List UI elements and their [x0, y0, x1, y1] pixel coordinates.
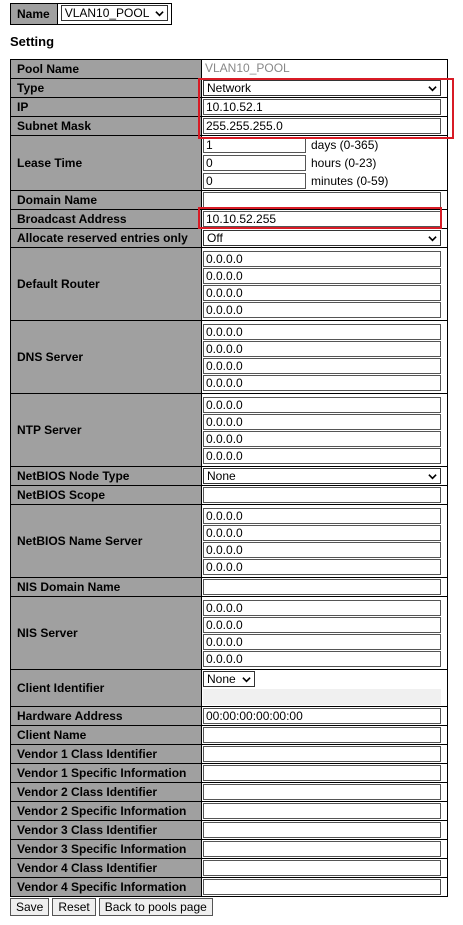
broadcast-address-input[interactable]: 10.10.52.255	[203, 211, 441, 227]
name-label: Name	[11, 4, 58, 24]
chevron-down-icon	[428, 234, 437, 243]
label-netbios-scope: NetBIOS Scope	[11, 486, 202, 505]
netbios-name-server-input-1[interactable]: 0.0.0.0	[203, 508, 441, 524]
label-dns-server: DNS Server	[11, 321, 202, 394]
label-subnet-mask: Subnet Mask	[11, 117, 202, 136]
label-ntp-server: NTP Server	[11, 394, 202, 467]
vendor3-class-input[interactable]	[203, 822, 441, 838]
label-client-name: Client Name	[11, 726, 202, 745]
label-vendor4-class: Vendor 4 Class Identifier	[11, 859, 202, 878]
vendor2-class-input[interactable]	[203, 784, 441, 800]
lease-minutes-unit: minutes (0-59)	[311, 174, 389, 188]
netbios-name-server-input-3[interactable]: 0.0.0.0	[203, 542, 441, 558]
vendor3-specific-input[interactable]	[203, 841, 441, 857]
page-heading: Setting	[10, 34, 55, 49]
chevron-down-icon	[428, 84, 437, 93]
dns-server-input-4[interactable]: 0.0.0.0	[203, 375, 441, 391]
client-identifier-select[interactable]	[203, 671, 255, 687]
ip-input[interactable]: 10.10.52.1	[203, 99, 441, 115]
settings-table	[10, 59, 448, 897]
label-vendor4-specific: Vendor 4 Specific Information	[11, 878, 202, 897]
type-select[interactable]	[203, 80, 441, 96]
netbios-name-server-input-4[interactable]: 0.0.0.0	[203, 559, 441, 575]
hardware-address-input[interactable]: 00:00:00:00:00:00	[203, 708, 441, 724]
lease-days-input[interactable]: 1	[203, 137, 306, 153]
netbios-name-server-input-2[interactable]: 0.0.0.0	[203, 525, 441, 541]
ntp-server-input-1[interactable]: 0.0.0.0	[203, 397, 441, 413]
label-netbios-name-server: NetBIOS Name Server	[11, 505, 202, 578]
nis-domain-name-input[interactable]	[203, 579, 441, 595]
lease-minutes-input[interactable]: 0	[203, 173, 306, 189]
client-name-input[interactable]	[203, 727, 441, 743]
label-domain-name: Domain Name	[11, 191, 202, 210]
ntp-server-input-2[interactable]: 0.0.0.0	[203, 414, 441, 430]
netbios-scope-input[interactable]	[203, 487, 441, 503]
vendor4-class-input[interactable]	[203, 860, 441, 876]
default-router-input-2[interactable]: 0.0.0.0	[203, 268, 441, 284]
pool-name-value: VLAN10_POOL	[203, 61, 441, 77]
lease-days-unit: days (0-365)	[311, 138, 379, 152]
ntp-server-input-3[interactable]: 0.0.0.0	[203, 431, 441, 447]
dns-server-input-1[interactable]: 0.0.0.0	[203, 324, 441, 340]
dns-server-input-3[interactable]: 0.0.0.0	[203, 358, 441, 374]
label-vendor3-class: Vendor 3 Class Identifier	[11, 821, 202, 840]
label-vendor3-specific: Vendor 3 Specific Information	[11, 840, 202, 859]
nis-server-input-1[interactable]: 0.0.0.0	[203, 600, 441, 616]
label-allocate-reserved: Allocate reserved entries only	[11, 229, 202, 248]
vendor4-specific-input[interactable]	[203, 879, 441, 895]
nis-server-input-2[interactable]: 0.0.0.0	[203, 617, 441, 633]
pool-name-bar	[10, 3, 172, 25]
type-select-value: Network	[207, 81, 252, 95]
lease-hours-input[interactable]: 0	[203, 155, 306, 171]
subnet-mask-input[interactable]: 255.255.255.0	[203, 118, 441, 134]
client-identifier-input	[203, 689, 441, 705]
allocate-reserved-select[interactable]	[203, 230, 441, 246]
label-netbios-node-type: NetBIOS Node Type	[11, 467, 202, 486]
label-hardware-address: Hardware Address	[11, 707, 202, 726]
label-vendor1-class: Vendor 1 Class Identifier	[11, 745, 202, 764]
default-router-input-3[interactable]: 0.0.0.0	[203, 285, 441, 301]
vendor1-class-input[interactable]	[203, 746, 441, 762]
allocate-reserved-value: Off	[207, 231, 223, 245]
label-vendor2-class: Vendor 2 Class Identifier	[11, 783, 202, 802]
lease-hours-unit: hours (0-23)	[311, 156, 377, 170]
vendor1-specific-input[interactable]	[203, 765, 441, 781]
nis-server-input-4[interactable]: 0.0.0.0	[203, 651, 441, 667]
label-type: Type	[11, 79, 202, 98]
label-lease-time: Lease Time	[11, 136, 202, 191]
label-broadcast-address: Broadcast Address	[11, 210, 202, 229]
netbios-node-type-select[interactable]	[203, 468, 441, 484]
back-to-pools-button[interactable]: Back to pools page	[99, 898, 213, 916]
label-client-identifier: Client Identifier	[11, 670, 202, 707]
chevron-down-icon	[242, 675, 251, 684]
ntp-server-input-4[interactable]: 0.0.0.0	[203, 448, 441, 464]
pool-select-value: VLAN10_POOL	[64, 6, 150, 20]
save-button[interactable]: Save	[10, 898, 49, 916]
pool-select[interactable]	[61, 5, 168, 21]
label-ip: IP	[11, 98, 202, 117]
netbios-node-type-value: None	[207, 469, 236, 483]
default-router-input-1[interactable]: 0.0.0.0	[203, 251, 441, 267]
chevron-down-icon	[428, 472, 437, 481]
label-default-router: Default Router	[11, 248, 202, 321]
dns-server-input-2[interactable]: 0.0.0.0	[203, 341, 441, 357]
domain-name-input[interactable]	[203, 192, 441, 208]
label-vendor1-specific: Vendor 1 Specific Information	[11, 764, 202, 783]
vendor2-specific-input[interactable]	[203, 803, 441, 819]
label-vendor2-specific: Vendor 2 Specific Information	[11, 802, 202, 821]
button-row	[10, 898, 213, 916]
client-identifier-value: None	[207, 672, 236, 686]
label-nis-domain-name: NIS Domain Name	[11, 578, 202, 597]
nis-server-input-3[interactable]: 0.0.0.0	[203, 634, 441, 650]
default-router-input-4[interactable]: 0.0.0.0	[203, 302, 441, 318]
reset-button[interactable]: Reset	[52, 898, 95, 916]
label-nis-server: NIS Server	[11, 597, 202, 670]
label-pool-name: Pool Name	[11, 60, 202, 79]
chevron-down-icon	[155, 9, 164, 18]
